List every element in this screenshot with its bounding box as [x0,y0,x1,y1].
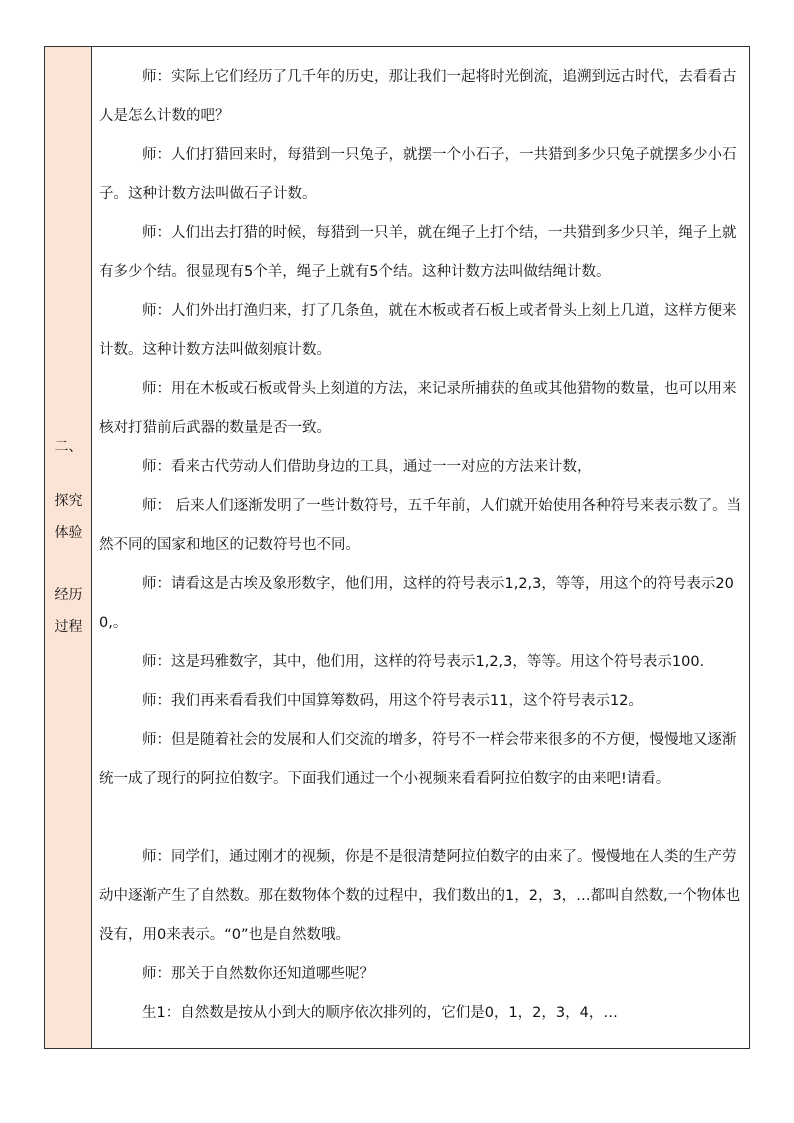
section-label-4: 过程 [54,619,83,635]
lesson-table [44,46,750,1049]
paragraph: 师：看来古代劳动人们借助身边的工具，通过一一对应的方法来计数， [142,459,592,475]
section-label-1: 探究 [54,493,83,509]
paragraph: 师：那关于自然数你还知道哪些呢？ [142,966,374,982]
section-label-2: 体验 [54,525,83,541]
paragraph: 师：人们外出打渔归来，打了几条鱼，就在木板或者石板上或者骨头上刻上几道，这样方便来计数。这种计数方法叫做刻痕计数。 [99,303,737,358]
section-label-column [45,47,92,1048]
paragraph: 生1：自然数是按从小到大的顺序依次排列的，它们是0，1，2，3，4，… [142,1005,618,1021]
section-number: 二、 [54,439,83,455]
paragraph: 师：同学们，通过刚才的视频，你是不是很清楚阿拉伯数字的由来了。慢慢地在人类的生产劳动中逐渐产生了自然数。那在数物体个数的过程中，我们数出的1，2，3，…都叫自然数,一个物体也没有，用0来表示。“0”也是自然数哦。 [99,849,741,943]
paragraph: 师：用在木板或石板或骨头上刻道的方法，来记录所捕获的鱼或其他猎物的数量，也可以用来核对打猎前后武器的数量是否一致。 [99,381,737,436]
paragraph: 师：这是玛雅数字，其中，他们用，这样的符号表示1,2,3，等等。用这个符号表示100. [142,654,705,670]
paragraph: 师：实际上它们经历了几千年的历史，那让我们一起将时光倒流，追溯到远古时代，去看看古人是怎么计数的吧？ [99,69,737,124]
lesson-content [93,47,749,1048]
paragraph: 师：请看这是古埃及象形数字，他们用，这样的符号表示1,2,3，等等，用这个的符号表示200,。 [99,576,734,631]
paragraph: 师：但是随着社会的发展和人们交流的增多，符号不一样会带来很多的不方便，慢慢地又逐渐统一成了现行的阿拉伯数字。下面我们通过一个小视频来看看阿拉伯数字的由来吧!请看。 [99,732,737,787]
paragraph: 师：人们出去打猎的时候，每猎到一只羊，就在绳子上打个结，一共猎到多少只羊，绳子上就有多少个结。很显现有5个羊，绳子上就有5个结。这种计数方法叫做结绳计数。 [99,225,737,280]
paragraph: 师：我们再来看看我们中国算筹数码，用这个符号表示11，这个符号表示12。 [142,693,643,709]
section-label-3: 经历 [54,587,83,603]
paragraph: 师：人们打猎回来时，每猎到一只兔子，就摆一个小石子，一共猎到多少只兔子就摆多少小石子。这种计数方法叫做石子计数。 [99,147,737,202]
paragraph: 师： 后来人们逐渐发明了一些计数符号，五千年前，人们就开始使用各种符号来表示数了。当然不同的国家和地区的记数符号也不同。 [99,498,742,553]
